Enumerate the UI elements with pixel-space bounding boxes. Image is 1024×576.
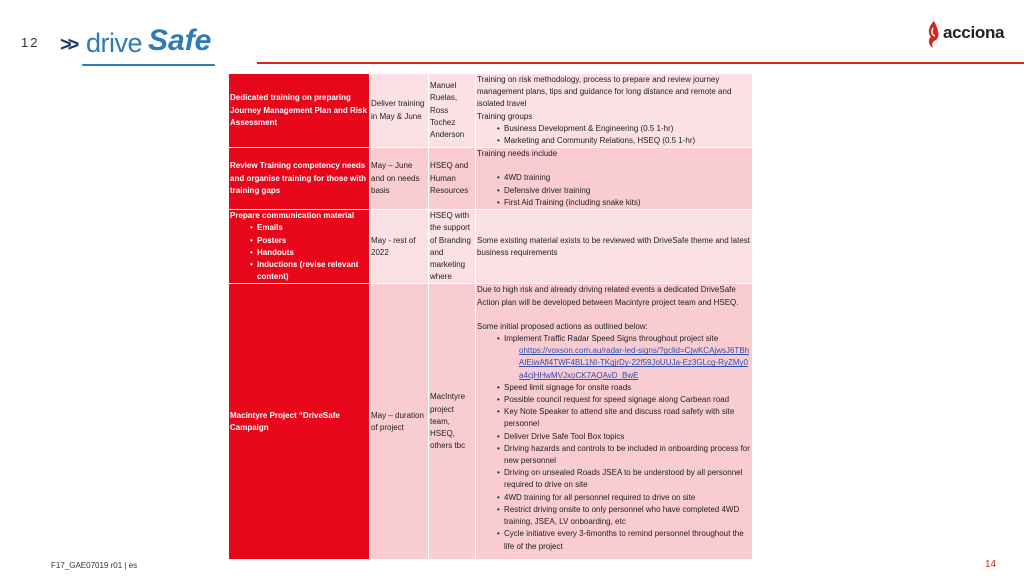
- timing-cell: May - rest of 2022: [370, 210, 429, 284]
- acciona-logo: [925, 20, 1005, 52]
- action-title: Prepare communication material: [230, 211, 355, 221]
- action-plan-table: [228, 73, 752, 560]
- logo-word-safe: Safe: [148, 24, 212, 57]
- slide-number: 12: [21, 35, 40, 50]
- logo-arrows: >>: [60, 34, 76, 56]
- list-item: • Cycle initiative every 3-6months to remind personnel throughout the life of the project: [477, 528, 751, 552]
- list-item: • Key Note Speaker to attend site and discuss road safety with site personnel: [477, 406, 751, 430]
- details-cell: [476, 148, 753, 210]
- table-row: [229, 74, 753, 148]
- action-cell: [229, 210, 370, 284]
- details-cell: [476, 74, 753, 148]
- list-item: • Possible council request for speed signage along Carbean road: [477, 394, 751, 406]
- header-divider: [257, 62, 1024, 64]
- list-item: • Speed limit signage for onsite roads: [477, 382, 751, 394]
- list-item: • Driving on unsealed Roads JSEA to be understood by all personnel required to drive on site: [477, 467, 751, 491]
- radar-sign-link[interactable]: ohttps://voxson.com.au/radar-led-signs/?gclid=CjwKCAjwsJ6TBhAIEiwAfl4TWF4BL1NI-TKgjrDy-22f59JoUUJa-Ez3GLcg-RyZMy0a4cjHHwMVJxoCK7AQAvD_BwE: [519, 346, 750, 380]
- action-cell: Dedicated training on preparing Journey Management Plan and Risk Assessment: [229, 74, 370, 148]
- table-row: [229, 210, 753, 284]
- detail-text: Training groups: [477, 111, 533, 121]
- list-item: • Driving hazards and controls to be included in onboarding process for new personnel: [477, 443, 751, 467]
- table-row: [229, 284, 753, 560]
- acciona-wordmark: acciona: [943, 23, 1005, 42]
- action-cell: Macintyre Project “DriveSafe Campaign: [229, 284, 370, 560]
- list-item: • Business Development & Engineering (0.5 1-hr): [477, 123, 751, 135]
- details-cell: Some existing material exists to be reviewed with DriveSafe theme and latest business requirements: [476, 210, 753, 284]
- responsible-cell: HSEQ with the support of Branding and marketing where: [429, 210, 476, 284]
- timing-cell: May – duration of project: [370, 284, 429, 560]
- timing-cell: May – June and on needs basis: [370, 148, 429, 210]
- list-item: • Posters: [230, 235, 368, 247]
- list-item: • Handouts: [230, 247, 368, 259]
- detail-text: Due to high risk and already driving related events a dedicated DriveSafe Action plan will be developed between Macintyre project team and HSEQ.: [477, 285, 739, 307]
- acciona-mark-icon: [925, 20, 943, 50]
- list-item: • Inductions (revise relevant content): [230, 259, 368, 283]
- responsible-cell: HSEQ and Human Resources: [429, 148, 476, 210]
- list-item: • Restrict driving onsite to only personnel who have completed 4WD training, JSEA, LV onboarding, etc: [477, 504, 751, 528]
- page-number: 14: [985, 559, 997, 570]
- action-cell: Review Training competency needs and organise training for those with training gaps: [229, 148, 370, 210]
- drivesafe-logo: [60, 24, 220, 69]
- list-item: • Marketing and Community Relations, HSEQ (0.5 1-hr): [477, 135, 751, 147]
- list-item: • Implement Traffic Radar Speed Signs throughout project site: [477, 333, 751, 345]
- list-item: • Deliver Drive Safe Tool Box topics: [477, 431, 751, 443]
- responsible-cell: MacIntyre project team, HSEQ, others tbc: [429, 284, 476, 560]
- logo-word-drive: drive: [86, 28, 143, 58]
- details-cell: [476, 284, 753, 560]
- timing-cell: Deliver training in May & June: [370, 74, 429, 148]
- list-item: • First Aid Training (including snake kits): [477, 197, 751, 209]
- detail-text: Some initial proposed actions as outlined below:: [477, 321, 648, 331]
- list-item: • Emails: [230, 222, 368, 234]
- list-item: • 4WD training for all personnel required to drive on site: [477, 492, 751, 504]
- list-item: • Defensive driver training: [477, 185, 751, 197]
- list-item: • 4WD training: [477, 172, 751, 184]
- table-row: [229, 148, 753, 210]
- logo-underline: [82, 64, 215, 66]
- detail-text: Training on risk methodology, process to prepare and review journey management plans, tips and guidance for long distance and remote and isolated travel: [477, 75, 732, 109]
- detail-text: Training needs include: [477, 149, 558, 159]
- responsible-cell: Manuel Ruelas, Ross Tochez Anderson: [429, 74, 476, 148]
- document-code: F17_GAE07019 r01 | es: [51, 561, 138, 570]
